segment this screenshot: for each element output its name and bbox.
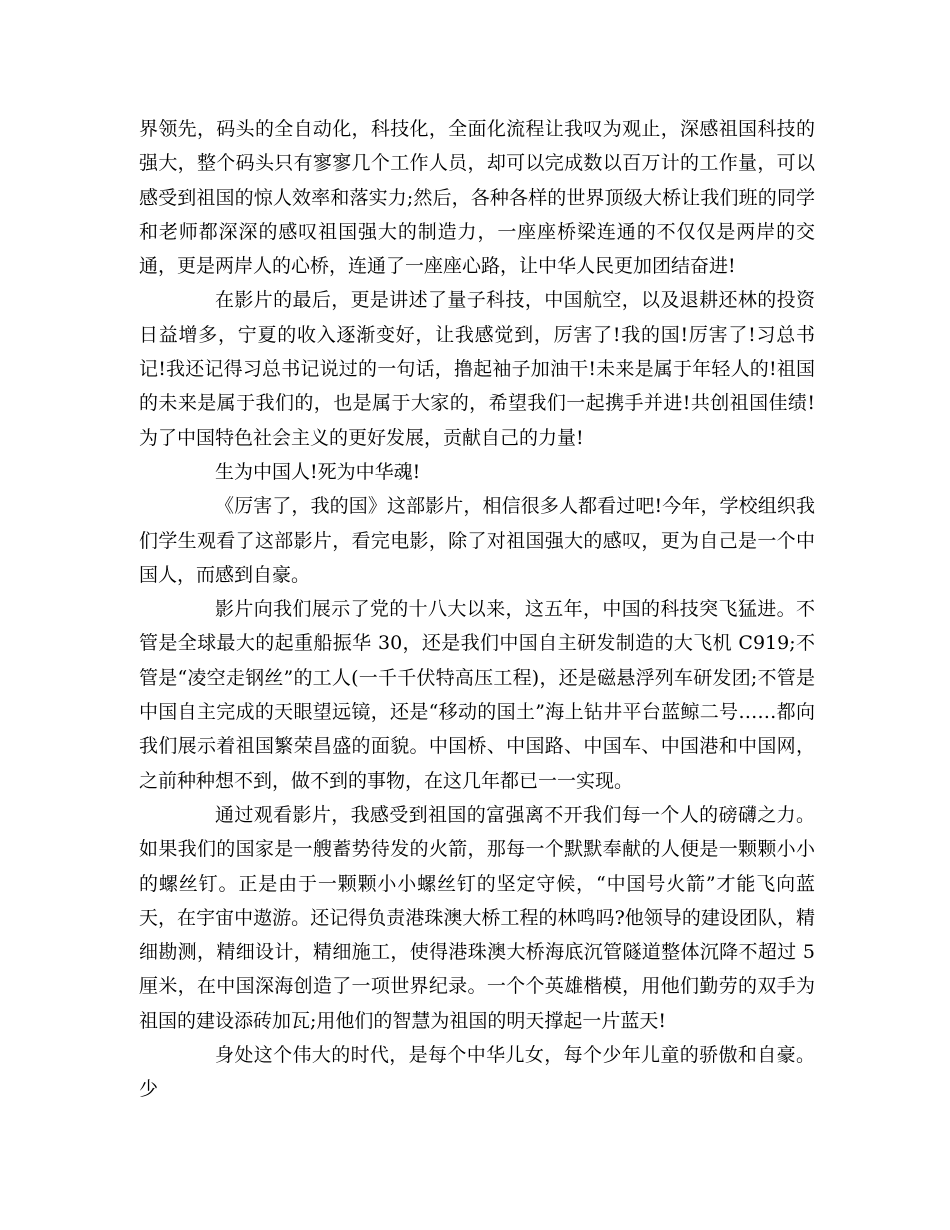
paragraph: 通过观看影片，我感受到祖国的富强离不开我们每一个人的磅礴之力。如果我们的国家是一艘蓄势待发的火箭，那每一个默默奉献的人便是一颗颗小小的螺丝钉。正是由于一颗颗小小螺丝钉的坚定守候，“中国号火箭”才能飞向蓝天，在宇宙中遨游。还记得负责港珠澳大桥工程的林鸣吗?他领导的建设团队，精细勘测，精细设计，精细施工，使得港珠澳大桥海底沉管隧道整体沉降不超过 5 厘米，在中国深海创造了一项世界纪录。一个个英雄楷模，用他们勤劳的双手为祖国的建设添砖加瓦;用他们的智慧为祖国的明天撑起一片蓝天!: [139, 803, 815, 1032]
document-body: [139, 112, 815, 1107]
paragraph: 界领先，码头的全自动化，科技化，全面化流程让我叹为观止，深感祖国科技的强大，整个码头只有寥寥几个工作人员，却可以完成数以百万计的工作量，可以感受到祖国的惊人效率和落实力;然后，各种各样的世界顶级大桥让我们班的同学和老师都深深的感叹祖国强大的制造力，一座座桥梁连通的不仅仅是两岸的交通，更是两岸人的心桥，连通了一座座心路，让中华人民更加团结奋进!: [139, 118, 815, 278]
paragraph: 影片向我们展示了党的十八大以来，这五年，中国的科技突飞猛进。不管是全球最大的起重船振华 30，还是我们中国自主研发制造的大飞机 C919;不管是“凌空走钢丝”的工人(一千千伏特高压工程)，还是磁悬浮列车研发团;不管是中国自主完成的天眼望远镜，还是“移动的国土”海上钻井平台蓝鲸二号……都向我们展示着祖国繁荣昌盛的面貌。中国桥、中国路、中国车、中国港和中国网，之前种种想不到，做不到的事物，在这几年都已一一实现。: [139, 598, 815, 792]
paragraph: 身处这个伟大的时代，是每个中华儿女，每个少年儿童的骄傲和自豪。少: [139, 1044, 815, 1101]
paragraph: 在影片的最后，更是讲述了量子科技，中国航空，以及退耕还林的投资日益增多，宁夏的收入逐渐变好，让我感觉到，厉害了!我的国!厉害了!习总书记!我还记得习总书记说过的一句话，撸起袖子加油干!未来是属于年轻人的!祖国的未来是属于我们的，也是属于大家的，希望我们一起携手并进!共创祖国佳绩!为了中国特色社会主义的更好发展，贡献自己的力量!: [139, 289, 815, 449]
paragraph: 生为中国人!死为中华魂!: [215, 460, 421, 483]
paragraph: 《厉害了，我的国》这部影片，相信很多人都看过吧!今年，学校组织我们学生观看了这部影片，看完电影，除了对祖国强大的感叹，更为自己是一个中国人，而感到自豪。: [139, 495, 815, 586]
